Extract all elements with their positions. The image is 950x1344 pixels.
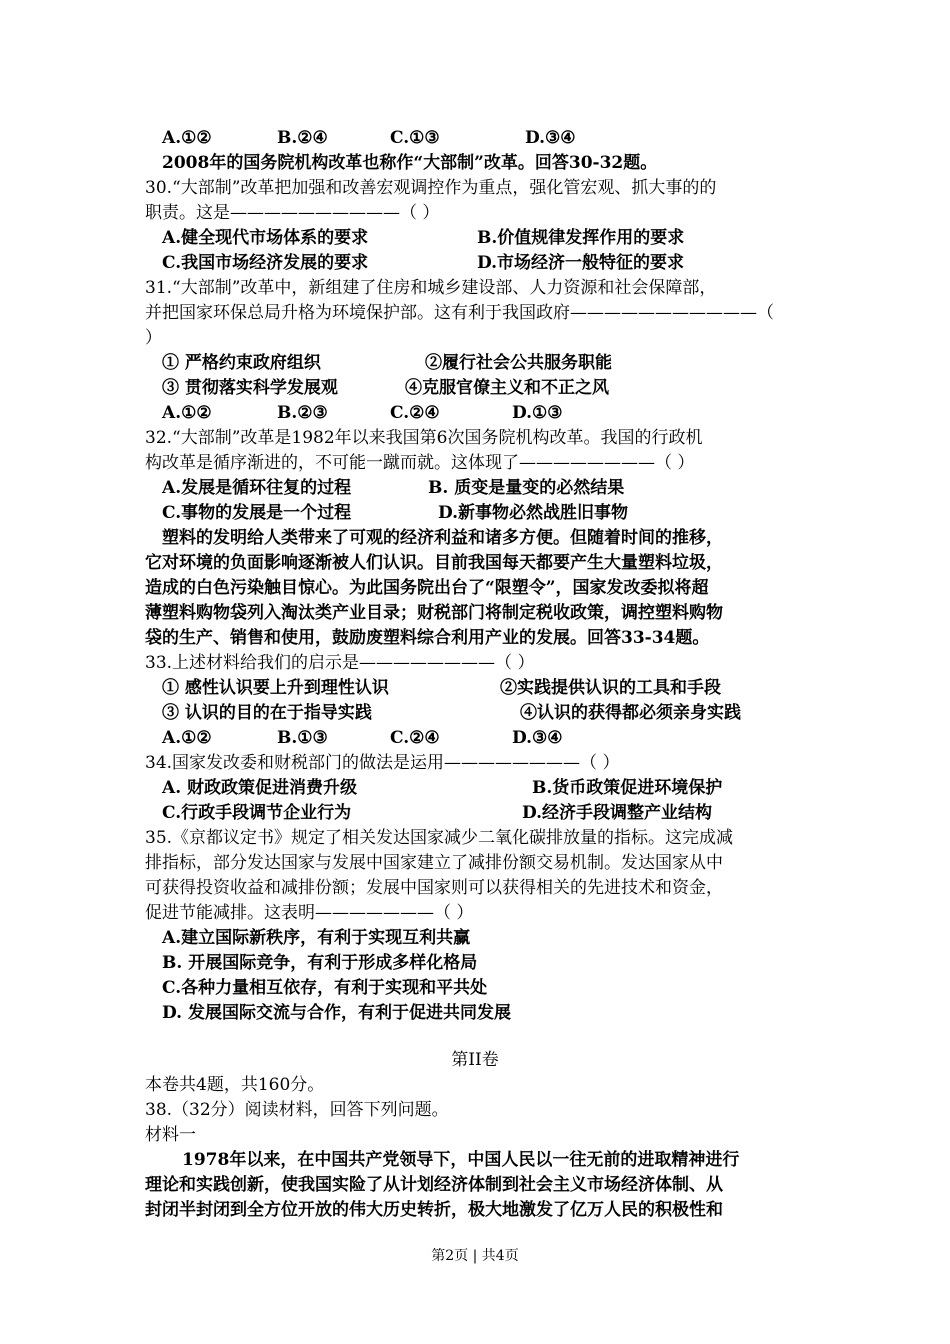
q33-stem-line1: 33.上述材料给我们的启示是————————（ ） [145, 653, 535, 673]
q35-option-c: C.各种力量相互依存，有利于实现和平共处 [162, 978, 488, 998]
item-3: ③ 认识的目的在于指导实践 [162, 703, 372, 723]
q35-stem-line2: 排指标，部分发达国家与发展中国家建立了减排份额交易机制。发达国家从中 [145, 853, 723, 873]
q33-items-row2 [0, 701, 950, 725]
option-b: B.①③ [277, 728, 328, 748]
q30-options-row2 [0, 251, 950, 275]
q32-options-row1 [0, 476, 950, 500]
option-a: A.①② [162, 403, 212, 423]
material-line: 造成的白色污染触目惊心。为此国务院出台了“限塑令”，国家发改委拟将超 [145, 578, 709, 598]
item-4: ④认识的获得都必须亲身实践 [520, 703, 741, 723]
q35-stem-line3: 可获得投资收益和减排份额；发展中国家则可以获得相关的先进技术和资金， [145, 878, 723, 898]
page-footer: 第2页 | 共4页 [431, 1248, 519, 1264]
q38-material-line: 理论和实践创新，使我国实险了从计划经济体制到社会主义市场经济体制、从 [145, 1175, 723, 1195]
material-line: 塑料的发明给人类带来了可观的经济利益和诸多方便。但随着时间的推移， [162, 528, 723, 548]
option-b: B.②③ [277, 403, 328, 423]
q32-stem-line1: 32.“大部制”改革是1982年以来我国第6次国务院机构改革。我国的行政机 [145, 428, 703, 448]
item-2: ②实践提供认识的工具和手段 [500, 678, 721, 698]
option-a: A.发展是循环往复的过程 [162, 478, 352, 498]
option-c: C.我国市场经济发展的要求 [162, 253, 369, 273]
q38-material-line: 封闭半封闭到全方位开放的伟大历史转折，极大地激发了亿万人民的积极性和 [145, 1200, 723, 1220]
option-d: D.新事物必然战胜旧事物 [438, 503, 629, 523]
option-a: A.①② [162, 728, 212, 748]
q35-stem-line1: 35.《京都议定书》规定了相关发达国家减少二氧化碳排放量的指标。这完成减 [145, 828, 734, 848]
option-c: C.①③ [390, 128, 440, 148]
q35-option-d: D. 发展国际交流与合作，有利于促进共同发展 [162, 1003, 511, 1023]
option-c: C.行政手段调节企业行为 [162, 803, 352, 823]
option-a: A. 财政政策促进消费升级 [162, 778, 358, 798]
q32-options-row2 [0, 501, 950, 525]
q35-option-a: A.建立国际新秩序，有利于实现互利共赢 [162, 928, 471, 948]
intro-30-32: 2008年的国务院机构改革也称作“大部制”改革。回答30-32题。 [162, 153, 658, 173]
item-3: ③ 贯彻落实科学发展观 [162, 378, 338, 398]
q38-stem: 38.（32分）阅读材料，回答下列问题。 [145, 1100, 449, 1120]
item-4: ④克服官僚主义和不正之风 [405, 378, 609, 398]
option-c: C.事物的发展是一个过程 [162, 503, 352, 523]
q32-stem-line2: 构改革是循序渐进的，不可能一蹴而就。这体现了————————（ ） [145, 453, 695, 473]
q33-options [0, 726, 950, 750]
option-b: B.价值规律发挥作用的要求 [477, 228, 685, 248]
option-c: C.②④ [390, 403, 440, 423]
q35-stem-line4: 促进节能减排。这表明———————（ ） [145, 903, 474, 923]
q35-option-b: B. 开展国际竞争，有利于形成多样化格局 [162, 953, 478, 973]
q38-material-label: 材料一 [145, 1125, 196, 1145]
material-line: 它对环境的负面影响逐渐被人们认识。目前我国每天都要产生大量塑料垃圾， [145, 553, 723, 573]
q38-material-line: 1978年以来，在中国共产党领导下，中国人民以一往无前的进取精神进行 [182, 1150, 740, 1170]
option-a: A.健全现代市场体系的要求 [162, 228, 369, 248]
material-line: 袋的生产、销售和使用，鼓励废塑料综合利用产业的发展。回答33-34题。 [145, 628, 710, 648]
q31-items-row2 [0, 376, 950, 400]
item-2: ②履行社会公共服务职能 [425, 353, 612, 373]
option-b: B.货币政策促进环境保护 [532, 778, 723, 798]
q31-stem-line2: 并把国家环保总局升格为环境保护部。这有利于我国政府———————————（ [145, 303, 774, 323]
section2-intro: 本卷共4题，共160分。 [145, 1075, 325, 1095]
option-d: D.①③ [512, 403, 563, 423]
q31-options [0, 401, 950, 425]
q34-options-row2 [0, 801, 950, 825]
option-d: D.市场经济一般特征的要求 [477, 253, 685, 273]
q34-stem-line1: 34.国家发改委和财税部门的做法是运用————————（ ） [145, 753, 620, 773]
item-1: ① 严格约束政府组织 [162, 353, 321, 373]
q34-options-row1 [0, 776, 950, 800]
q31-stem-line1: 31.“大部制”改革中，新组建了住房和城乡建设部、人力资源和社会保障部， [145, 278, 717, 298]
q30-stem-line1: 30.“大部制”改革把加强和改善宏观调控作为重点，强化管宏观、抓大事的的 [145, 178, 717, 198]
q30-stem-line2: 职责。这是——————————（ ） [145, 203, 440, 223]
option-b: B.②④ [277, 128, 328, 148]
q29-options [0, 126, 950, 150]
option-d: D.经济手段调整产业结构 [522, 803, 713, 823]
q33-items-row1 [0, 676, 950, 700]
option-c: C.②④ [390, 728, 440, 748]
option-b: B. 质变是量变的必然结果 [428, 478, 625, 498]
q30-options-row1 [0, 226, 950, 250]
option-a: A.①② [162, 128, 212, 148]
q31-items-row1 [0, 351, 950, 375]
option-d: D.③④ [512, 728, 563, 748]
option-d: D.③④ [525, 128, 576, 148]
q31-stem-line3: ） [145, 328, 162, 348]
item-1: ① 感性认识要上升到理性认识 [162, 678, 389, 698]
section2-title: 第II卷 [451, 1050, 499, 1070]
material-line: 薄塑料购物袋列入淘汰类产业目录；财税部门将制定税收政策，调控塑料购物 [145, 603, 723, 623]
